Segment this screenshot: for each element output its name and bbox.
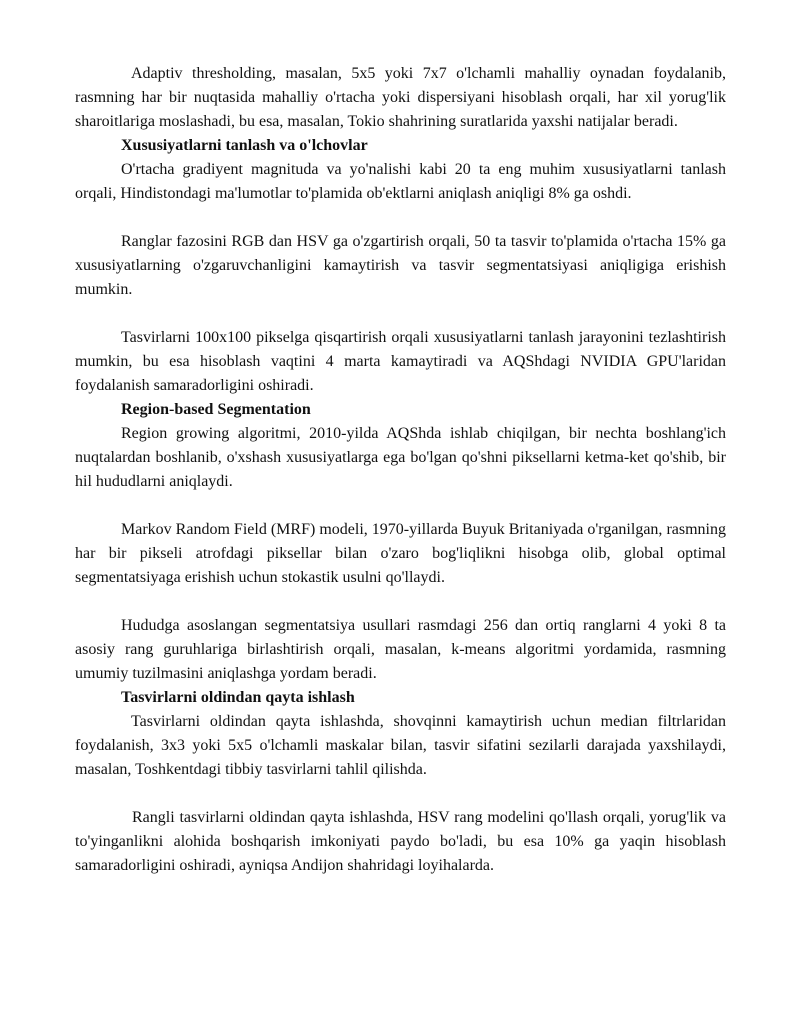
paragraph-color-space: Ranglar fazosini RGB dan HSV ga o'zgartirish orqali, 50 ta tasvir to'plamida o'rtacha 15% ga xususiyatlarning o'zgaruvchanligini kamaytirish va tasvir segmentatsiyasi aniqligiga erishish mumkin. (75, 233, 726, 298)
paragraph-markov-random-field: Markov Random Field (MRF) modeli, 1970-yillarda Buyuk Britaniyada o'rganilgan, rasmning har bir pikseli atrofdagi piksellar bilan o'zaro bog'liqlikni hisobga olib, global optimal segmentatsiyaga erishish uchun stokastik usulni qo'llaydi. (75, 521, 726, 586)
paragraph-median-filters: Tasvirlarni oldindan qayta ishlashda, shovqinni kamaytirish uchun median filtrlaridan foydalanish, 3x3 yoki 5x5 o'lchamli maskalar bilan, tasvir sifatini sezilarli darajada yaxshilaydi, masalan, Toshkentdagi tibbiy tasvirlarni tahlil qilishda. (75, 713, 726, 778)
paragraph-hsv-preprocessing: Rangli tasvirlarni oldindan qayta ishlashda, HSV rang modelini qo'llash orqali, yorug'lik va to'yinganlikni alohida boshqarish imkoniyati paydo bo'ladi, bu esa 10% ga yaqin hisoblash samaradorligini oshiradi, ayniqsa Andijon shahridagi loyihalarda. (75, 809, 726, 874)
paragraph-region-methods: Hududga asoslangan segmentatsiya usullari rasmdagi 256 dan ortiq ranglarni 4 yoki 8 ta asosiy rang guruhlariga birlashtirish orqali, masalan, k-means algoritmi yordamida, rasmning umumiy tuzilmasini aniqlashga yordam beradi. (75, 617, 726, 682)
document-page (75, 62, 726, 878)
heading-region-segmentation: Region-based Segmentation (121, 401, 311, 418)
paragraph-gradient-features: O'rtacha gradiyent magnituda va yo'nalishi kabi 20 ta eng muhim xususiyatlarni tanlash orqali, Hindistondagi ma'lumotlar to'plamida ob'ektlarni aniqlash aniqligi 8% ga oshdi. (75, 161, 726, 202)
paragraph-resize-images: Tasvirlarni 100x100 pikselga qisqartirish orqali xususiyatlarni tanlash jarayonini tezlashtirish mumkin, bu esa hisoblash vaqtini 4 marta kamaytiradi va AQShdagi NVIDIA GPU'laridan foydalanish samaradorligini oshiradi. (75, 329, 726, 394)
paragraph-adaptive-thresholding: Adaptiv thresholding, masalan, 5x5 yoki 7x7 o'lchamli mahalliy oynadan foydalanib, rasmning har bir nuqtasida mahalliy o'rtacha yoki dispersiyani hisoblash orqali, har xil yorug'lik sharoitlariga moslashadi, bu esa, masalan, Tokio shahrining suratlarida yaxshi natijalar beradi. (75, 65, 726, 130)
heading-preprocessing: Tasvirlarni oldindan qayta ishlash (121, 689, 355, 706)
paragraph-region-growing: Region growing algoritmi, 2010-yilda AQShda ishlab chiqilgan, bir nechta boshlang'ich nuqtalardan boshlanib, o'xshash xususiyatlarga ega bo'lgan qo'shni piksellarni ketma-ket qo'shib, bir hil hududlarni aniqlaydi. (75, 425, 726, 490)
heading-feature-selection: Xususiyatlarni tanlash va o'lchovlar (121, 137, 368, 154)
